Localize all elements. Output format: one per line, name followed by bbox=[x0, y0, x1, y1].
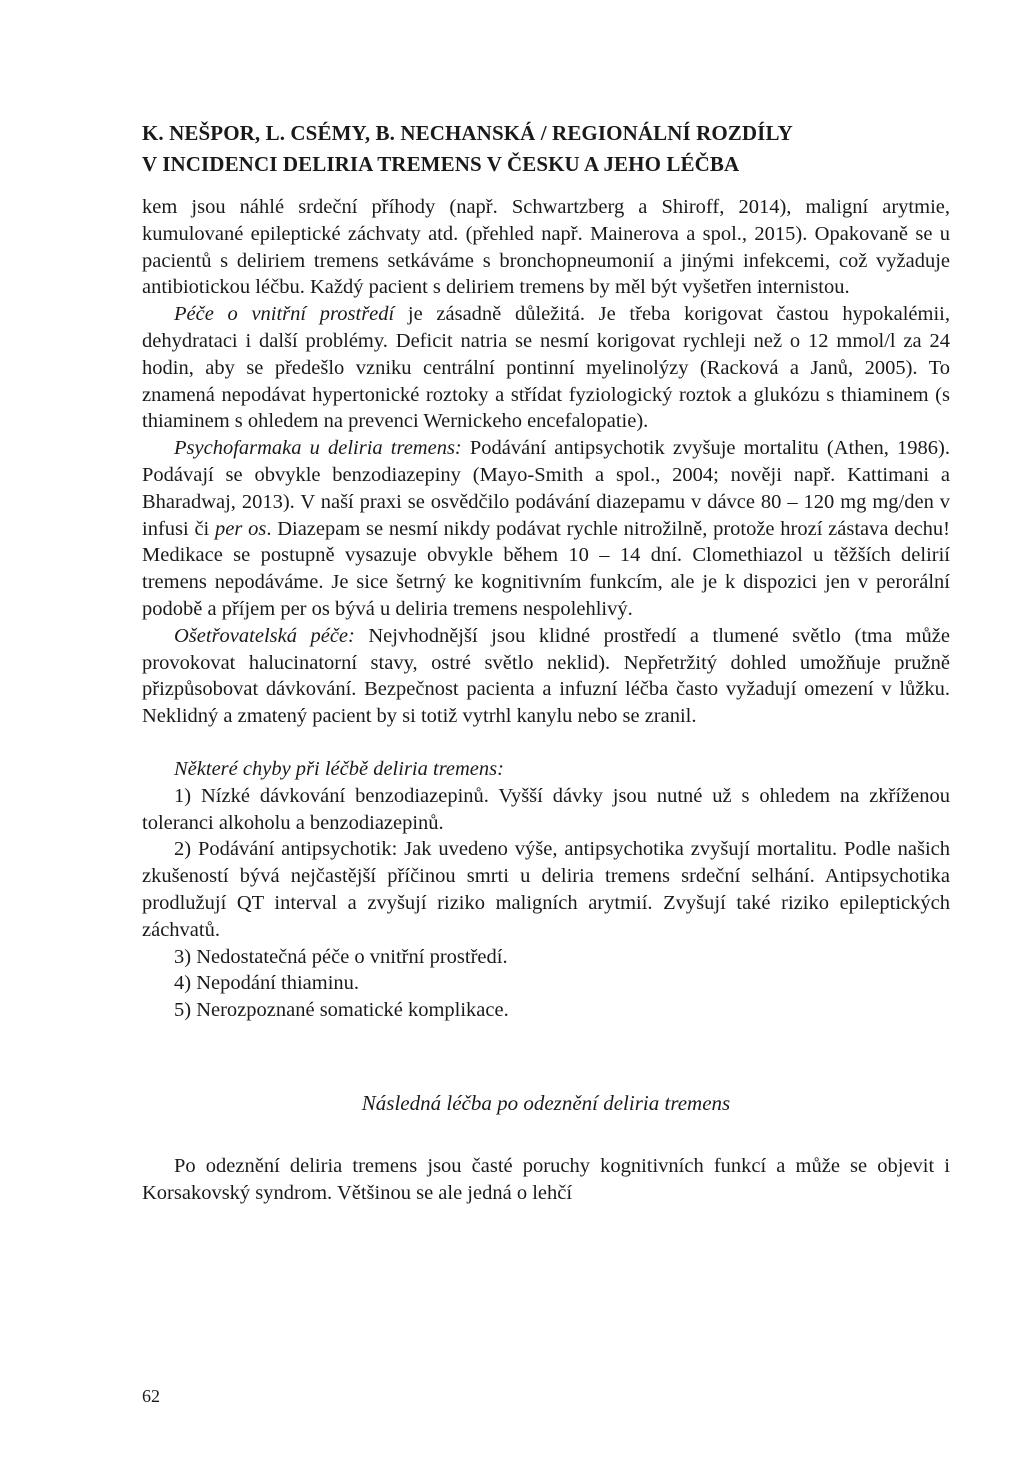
section-title: Následná léčba po odeznění deliria tremens bbox=[361, 1090, 731, 1115]
paragraph-text: Podávání antipsychotik zvyšuje mortalitu (Athen, 1986). Podávají se obvykle benzodiazepiny (Mayo-Smith a spol., 2004; nověji např. Kattimani a Bharadwaj, 2013). V naší praxi se osvědčilo podávání diazepamu v dávce 80 – 120 mg mg/den v infusi či bbox=[142, 437, 950, 540]
error-item: 5) Nerozpoznané somatické komplikace. bbox=[174, 999, 509, 1022]
page-number: 62 bbox=[142, 1386, 160, 1406]
spacer bbox=[142, 1117, 950, 1143]
error-item: 1) Nízké dávkování benzodiazepinů. Vyšší dávky jsou nutné už s ohledem na zkříženou toleranci alkoholu a benzodiazepinů. bbox=[142, 784, 950, 834]
paragraph-text: je zásadně důležitá. Je třeba korigovat častou hypokalémii, dehydrataci i další problémy. Deficit natria se nesmí korigovat rychleji než o 12 mmol/l za 24 hodin, aby se předešlo vzniku centrální pontinní myelinolýzy (Racková a Janů, 2005). To znamená nepodávat hypertonické roztoky a střídat fyziologický roztok a glukózu s thiaminem (s thiaminem s ohledem na prevenci Wernickeho encefalopatie). bbox=[142, 303, 950, 433]
error-item: 4) Nepodání thiaminu. bbox=[174, 972, 360, 995]
spacer bbox=[142, 1143, 950, 1153]
errors-heading-text: Některé chyby při léčbě deliria tremens: bbox=[174, 757, 504, 780]
paragraph-psychopharmaca bbox=[142, 435, 950, 623]
spacer bbox=[142, 730, 950, 756]
error-item: 2) Podávání antipsychotik: Jak uvedeno výše, antipsychotika zvyšují mortalitu. Podle našich zkušeností bývá nejčastější příčinou smrti u deliria tremens srdeční selhání. Antipsychotika prodlužují QT interval a zvyšují riziko maligních arytmií. Zvyšují také riziko epileptických záchvatů. bbox=[142, 838, 950, 941]
inline-heading-psychopharmaca: Psychofarmaka u deliria tremens: bbox=[174, 437, 462, 460]
section-paragraph: Po odeznění deliria tremens jsou časté poruchy kognitivních funkcí a může se objevit i Korsakovský syndrom. Většinou se ale jedná o lehčí bbox=[142, 1154, 950, 1204]
article-body bbox=[142, 194, 950, 1206]
spacer bbox=[142, 1064, 950, 1090]
paragraph-text: Nejvhodnější jsou klidné prostředí a tlumené světlo (tma může provokovat halucinatorní stavy, ostré světlo neklid). Nepřetržitý dohled umožňuje pružně přizpůsobovat dávkování. Bezpečnost pacienta a infuzní léčba často vyžadují omezení v lůžku. Neklidný a zmatený pacient by si totiž vytrhl kanylu nebo se zranil. bbox=[142, 624, 950, 728]
italic-term: per os bbox=[215, 517, 267, 540]
inline-heading-nursing-care: Ošetřovatelská péče: bbox=[174, 624, 355, 647]
paragraph-continuation: kem jsou náhlé srdeční příhody (např. Schwartzberg a Shiroff, 2014), maligní arytmie, kumulované epileptické záchvaty atd. (přehled např. Mainerova a spol., 2015). Opakovaně se u pacientů s deliriem tremens setkáváme s bronchopneumonií a jinými infekcemi, což vyžaduje antibiotickou léčbu. Každý pacient s deliriem tremens by měl být vyšetřen internistou. bbox=[142, 196, 950, 299]
paragraph-internal-environment bbox=[142, 301, 950, 435]
running-header bbox=[142, 118, 962, 180]
error-item: 3) Nedostatečná péče o vnitřní prostředí. bbox=[174, 945, 508, 968]
paragraph-text: . Diazepam se nesmí nikdy podávat rychle nitrožilně, protože hrozí zástava dechu! Medikace se postupně vysazuje obvykle během 10 – 14 dní. Clomethiazol u těžších delirií tremens nepodáváme. Je sice šetrný ke kognitivním funkcím, ale je k dispozici jen v perorální podobě a příjem per os bývá u deliria tremens nespolehlivý. bbox=[142, 517, 950, 620]
header-line-1: K. NEŠPOR, L. CSÉMY, B. NECHANSKÁ / REGIONÁLNÍ ROZDÍLY bbox=[142, 121, 793, 145]
header-line-2: V INCIDENCI DELIRIA TREMENS V ČESKU A JEHO LÉČBA bbox=[142, 152, 740, 176]
inline-heading-internal-environment: Péče o vnitřní prostředí bbox=[174, 303, 395, 326]
paragraph-nursing-care bbox=[142, 623, 950, 730]
errors-heading bbox=[142, 756, 950, 783]
spacer bbox=[142, 1024, 950, 1064]
